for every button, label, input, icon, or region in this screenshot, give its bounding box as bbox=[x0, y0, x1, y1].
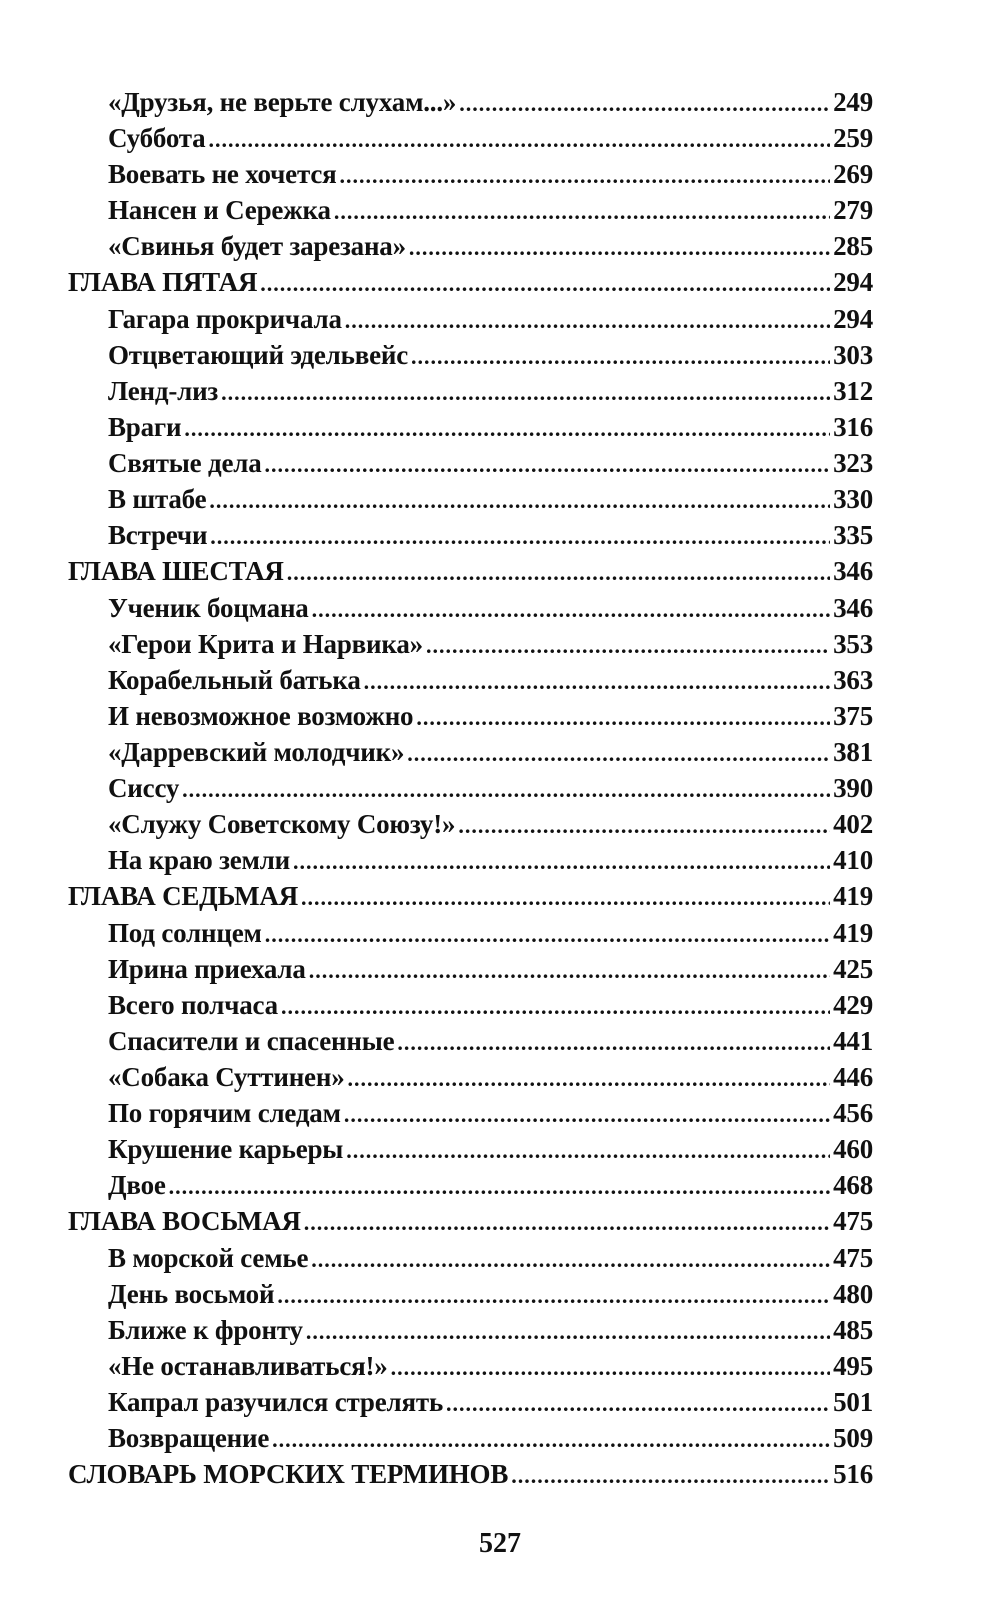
toc-entry bbox=[68, 192, 873, 228]
toc-entry bbox=[68, 228, 873, 264]
toc-entry bbox=[68, 590, 873, 626]
toc-entry-page: 468 bbox=[833, 1170, 873, 1200]
toc-entry-title: ГЛАВА ПЯТАЯ bbox=[68, 267, 258, 297]
toc-entry-title: «Служу Советскому Союзу!» bbox=[108, 809, 456, 839]
toc-chapter-heading bbox=[68, 1203, 873, 1240]
dot-leader bbox=[309, 953, 830, 989]
toc-entry-page: 509 bbox=[833, 1423, 873, 1453]
toc-entry-page: 316 bbox=[833, 412, 873, 442]
dot-leader bbox=[345, 303, 830, 339]
dot-leader bbox=[397, 1025, 830, 1061]
toc-entry-page: 446 bbox=[833, 1062, 873, 1092]
toc-entry-page: 516 bbox=[833, 1459, 873, 1489]
toc-entry-title: Ленд-лиз bbox=[108, 376, 219, 406]
toc-entry-title: Враги bbox=[108, 412, 182, 442]
toc-entry bbox=[68, 337, 873, 373]
toc-entry-page: 259 bbox=[833, 123, 873, 153]
toc-entry bbox=[68, 770, 873, 806]
toc-entry-page: 485 bbox=[833, 1315, 873, 1345]
toc-entry-page: 501 bbox=[833, 1387, 873, 1417]
dot-leader bbox=[334, 194, 830, 230]
toc-entry bbox=[68, 517, 873, 553]
toc-entry-title: «Не останавливаться!» bbox=[108, 1351, 388, 1381]
dot-leader bbox=[344, 1097, 830, 1133]
toc-entry-title: «Свинья будет зарезана» bbox=[108, 231, 406, 261]
toc-entry-page: 419 bbox=[833, 918, 873, 948]
toc-entry-title: Ирина приехала bbox=[108, 954, 306, 984]
toc-entry-title: Нансен и Сережка bbox=[108, 195, 331, 225]
toc-entry-title: «Герои Крита и Нарвика» bbox=[108, 629, 423, 659]
toc-entry-title: Сиссу bbox=[108, 773, 180, 803]
dot-leader bbox=[311, 1242, 830, 1278]
toc-entry-title: Капрал разучился стрелять bbox=[108, 1387, 444, 1417]
toc-entry-page: 335 bbox=[833, 520, 873, 550]
toc-entry bbox=[68, 1167, 873, 1203]
toc-entry bbox=[68, 1131, 873, 1167]
toc-entry-page: 410 bbox=[833, 845, 873, 875]
toc-entry-title: Ученик боцмана bbox=[108, 593, 309, 623]
toc-entry-page: 480 bbox=[833, 1279, 873, 1309]
toc-entry-title: «Собака Суттинен» bbox=[108, 1062, 345, 1092]
page-number: 527 bbox=[479, 1528, 521, 1559]
toc-entry bbox=[68, 156, 873, 192]
toc-entry-page: 285 bbox=[833, 231, 873, 261]
dot-leader bbox=[277, 1278, 830, 1314]
dot-leader bbox=[346, 1133, 830, 1169]
toc-entry-title: «Друзья, не верьте слухам...» bbox=[108, 87, 457, 117]
dot-leader bbox=[293, 844, 830, 880]
toc-entry bbox=[68, 626, 873, 662]
toc-entry-title: И невозможное возможно bbox=[108, 701, 414, 731]
toc-entry bbox=[68, 373, 873, 409]
table-of-contents bbox=[68, 84, 873, 1493]
toc-entry-title: Святые дела bbox=[108, 448, 262, 478]
toc-entry-page: 425 bbox=[833, 954, 873, 984]
dot-leader bbox=[210, 519, 830, 555]
dot-leader bbox=[446, 1386, 830, 1422]
dot-leader bbox=[182, 772, 830, 808]
toc-entry bbox=[68, 301, 873, 337]
dot-leader bbox=[265, 447, 831, 483]
toc-entry-page: 456 bbox=[833, 1098, 873, 1128]
dot-leader bbox=[281, 989, 830, 1025]
toc-entry-page: 381 bbox=[833, 737, 873, 767]
toc-entry-page: 294 bbox=[833, 267, 873, 297]
toc-entry-page: 330 bbox=[833, 484, 873, 514]
toc-entry bbox=[68, 1240, 873, 1276]
dot-leader bbox=[287, 555, 830, 591]
dot-leader bbox=[459, 86, 830, 122]
toc-entry-page: 475 bbox=[833, 1243, 873, 1273]
toc-entry bbox=[68, 1384, 873, 1420]
toc-entry bbox=[68, 1276, 873, 1312]
toc-entry-page: 375 bbox=[833, 701, 873, 731]
dot-leader bbox=[306, 1314, 830, 1350]
toc-entry-title: Гагара прокричала bbox=[108, 304, 342, 334]
toc-entry-title: Ближе к фронту bbox=[108, 1315, 303, 1345]
dot-leader bbox=[340, 158, 830, 194]
toc-entry bbox=[68, 806, 873, 842]
toc-entry-page: 419 bbox=[833, 881, 873, 911]
dot-leader bbox=[458, 808, 830, 844]
dot-leader bbox=[169, 1169, 830, 1205]
toc-entry-page: 353 bbox=[833, 629, 873, 659]
toc-entry-title: Отцветающий эдельвейс bbox=[108, 340, 409, 370]
toc-entry bbox=[68, 842, 873, 878]
toc-entry-page: 294 bbox=[833, 304, 873, 334]
dot-leader bbox=[209, 483, 830, 519]
toc-entry bbox=[68, 445, 873, 481]
toc-entry-title: «Дарревский молодчик» bbox=[108, 737, 405, 767]
dot-leader bbox=[260, 266, 830, 302]
toc-entry-title: ГЛАВА ВОСЬМАЯ bbox=[68, 1206, 301, 1236]
toc-chapter-heading bbox=[68, 878, 873, 915]
dot-leader bbox=[304, 1205, 830, 1241]
dot-leader bbox=[407, 736, 830, 772]
toc-entry bbox=[68, 734, 873, 770]
toc-entry-title: По горячим следам bbox=[108, 1098, 341, 1128]
toc-entry bbox=[68, 409, 873, 445]
toc-entry-page: 390 bbox=[833, 773, 873, 803]
toc-entry-page: 269 bbox=[833, 159, 873, 189]
toc-entry bbox=[68, 662, 873, 698]
toc-entry-title: В морской семье bbox=[108, 1243, 309, 1273]
toc-entry-title: Крушение карьеры bbox=[108, 1134, 344, 1164]
toc-entry-title: Суббота bbox=[108, 123, 206, 153]
dot-leader bbox=[272, 1422, 830, 1458]
dot-leader bbox=[184, 411, 830, 447]
toc-entry-page: 475 bbox=[833, 1206, 873, 1236]
toc-entry-page: 346 bbox=[833, 593, 873, 623]
toc-entry-title: Под солнцем bbox=[108, 918, 262, 948]
toc-entry-title: ГЛАВА ШЕСТАЯ bbox=[68, 556, 284, 586]
toc-entry bbox=[68, 1420, 873, 1456]
toc-entry-page: 346 bbox=[833, 556, 873, 586]
dot-leader bbox=[348, 1061, 830, 1097]
toc-entry bbox=[68, 951, 873, 987]
toc-entry-title: СЛОВАРЬ МОРСКИХ ТЕРМИНОВ bbox=[68, 1459, 509, 1489]
toc-entry-page: 363 bbox=[833, 665, 873, 695]
toc-entry bbox=[68, 1312, 873, 1348]
toc-entry-title: В штабе bbox=[108, 484, 207, 514]
toc-entry-title: Возвращение bbox=[108, 1423, 270, 1453]
toc-entry-title: Воевать не хочется bbox=[108, 159, 337, 189]
toc-entry-page: 323 bbox=[833, 448, 873, 478]
toc-entry bbox=[68, 1059, 873, 1095]
toc-chapter-heading bbox=[68, 264, 873, 301]
dot-leader bbox=[364, 664, 830, 700]
toc-entry-page: 279 bbox=[833, 195, 873, 225]
toc-entry-page: 441 bbox=[833, 1026, 873, 1056]
dot-leader bbox=[265, 917, 830, 953]
toc-entry-title: День восьмой bbox=[108, 1279, 275, 1309]
toc-entry-page: 303 bbox=[833, 340, 873, 370]
toc-entry-title: Корабельный батька bbox=[108, 665, 361, 695]
dot-leader bbox=[312, 592, 830, 628]
toc-entry-page: 312 bbox=[833, 376, 873, 406]
toc-entry bbox=[68, 1023, 873, 1059]
toc-chapter-heading bbox=[68, 553, 873, 590]
dot-leader bbox=[511, 1458, 830, 1494]
dot-leader bbox=[208, 122, 830, 158]
toc-entry bbox=[68, 481, 873, 517]
toc-entry bbox=[68, 698, 873, 734]
dot-leader bbox=[426, 628, 830, 664]
dot-leader bbox=[409, 230, 830, 266]
toc-entry-page: 429 bbox=[833, 990, 873, 1020]
toc-entry bbox=[68, 987, 873, 1023]
toc-entry-page: 460 bbox=[833, 1134, 873, 1164]
toc-entry-title: На краю земли bbox=[108, 845, 291, 875]
toc-entry bbox=[68, 84, 873, 120]
toc-entry bbox=[68, 915, 873, 951]
dot-leader bbox=[221, 375, 830, 411]
toc-entry-page: 495 bbox=[833, 1351, 873, 1381]
dot-leader bbox=[416, 700, 830, 736]
dot-leader bbox=[301, 880, 830, 916]
toc-entry-title: Всего полчаса bbox=[108, 990, 278, 1020]
toc-entry-title: Спасители и спасенные bbox=[108, 1026, 395, 1056]
toc-entry-title: Двое bbox=[108, 1170, 166, 1200]
toc-entry-page: 402 bbox=[833, 809, 873, 839]
toc-chapter-heading bbox=[68, 1456, 873, 1493]
toc-entry-page: 249 bbox=[833, 87, 873, 117]
toc-entry bbox=[68, 120, 873, 156]
toc-entry bbox=[68, 1095, 873, 1131]
toc-entry bbox=[68, 1348, 873, 1384]
toc-entry-title: ГЛАВА СЕДЬМАЯ bbox=[68, 881, 299, 911]
dot-leader bbox=[411, 339, 830, 375]
toc-entry-title: Встречи bbox=[108, 520, 208, 550]
dot-leader bbox=[391, 1350, 830, 1386]
